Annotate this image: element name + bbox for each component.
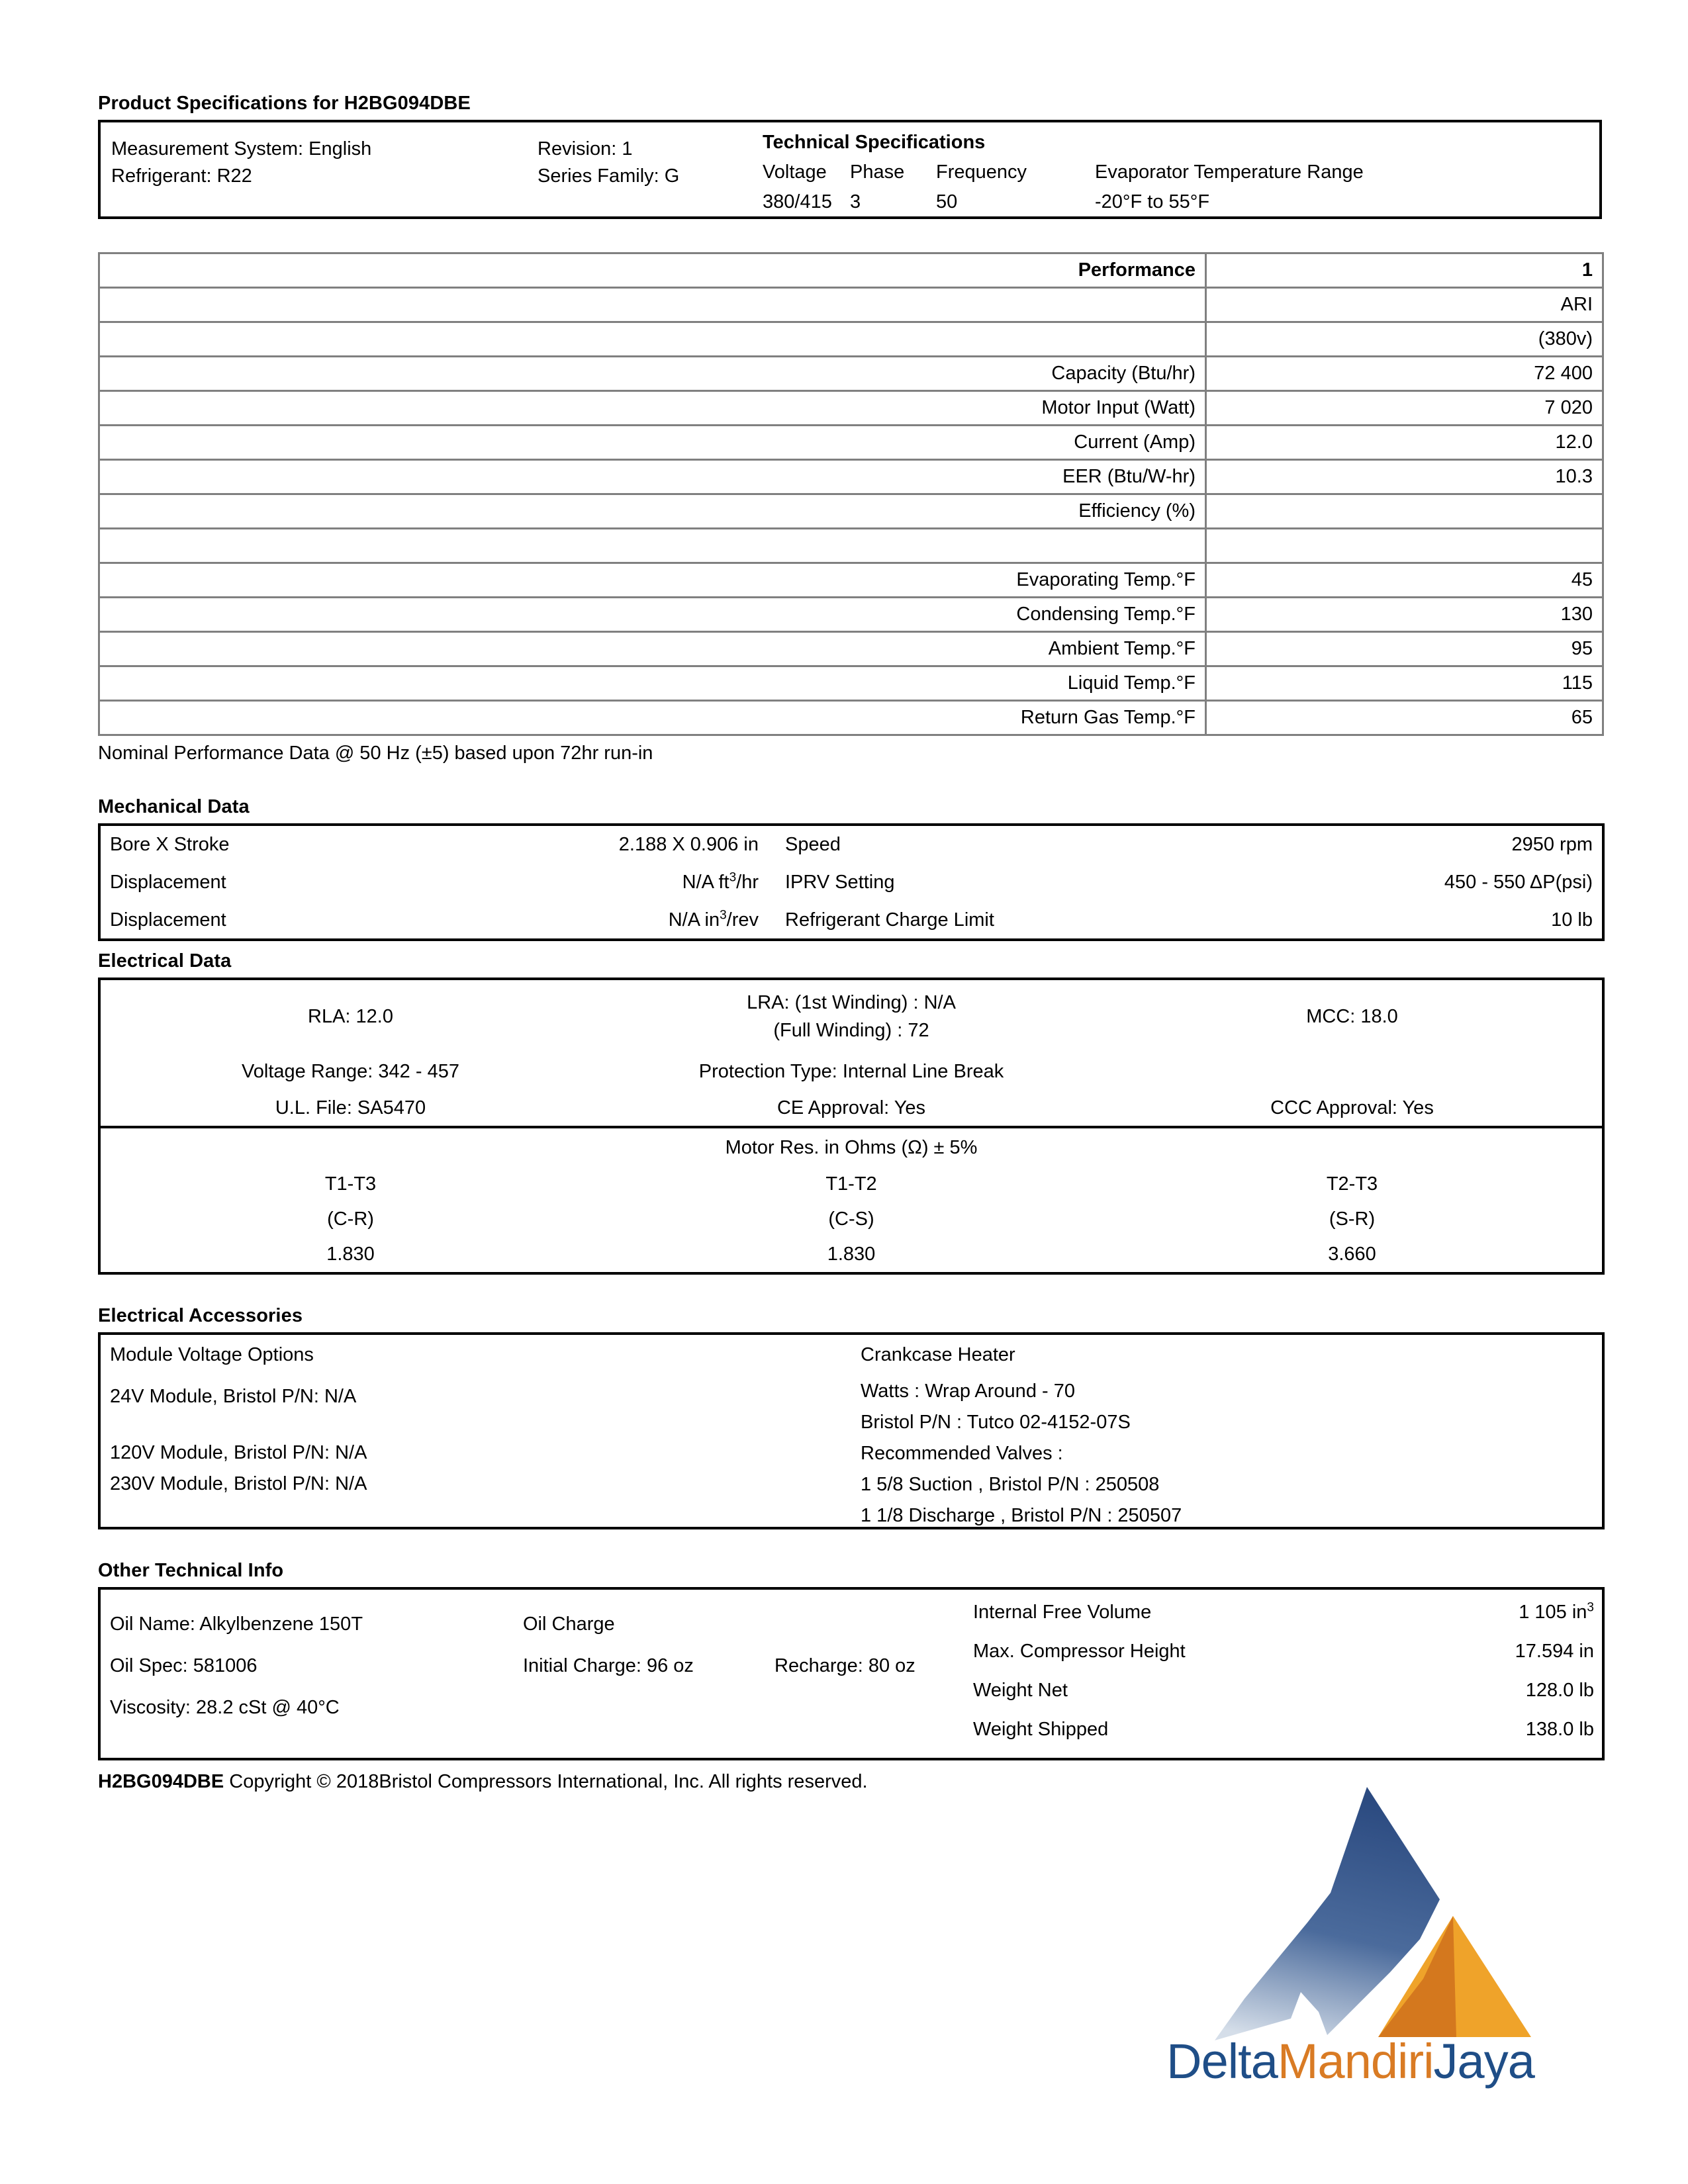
technical-specifications-column bbox=[763, 132, 1364, 226]
performance-row-value: 12.0 bbox=[1206, 426, 1603, 460]
table-row bbox=[99, 357, 1603, 391]
refrigerant-charge-limit-label: Refrigerant Charge Limit bbox=[785, 909, 994, 931]
spacer bbox=[110, 1428, 842, 1442]
iprv-setting-value: 450 - 550 ΔP(psi) bbox=[1444, 871, 1593, 893]
series-family: Series Family: G bbox=[538, 165, 680, 187]
internal-free-volume-value bbox=[1383, 1602, 1594, 1623]
table-row bbox=[99, 1167, 1603, 1202]
crankcase-heater-pn: Bristol P/N : Tutco 02-4152-07S bbox=[861, 1412, 1131, 1433]
motor-res-spacer-right bbox=[1102, 1128, 1603, 1167]
logo-mark-icon bbox=[1165, 1780, 1536, 2045]
table-row bbox=[99, 863, 1603, 901]
motor-res-title: Motor Res. in Ohms (Ω) ± 5% bbox=[725, 1136, 978, 1158]
spacer bbox=[861, 1366, 1593, 1381]
module-voltage-heading: Module Voltage Options bbox=[110, 1344, 314, 1365]
oil-charge-column bbox=[523, 1588, 774, 1759]
measurement-system: Measurement System: English bbox=[111, 138, 372, 159]
table-row bbox=[99, 253, 1603, 288]
logo-text-mandiri: Mandiri bbox=[1277, 2034, 1434, 2089]
spacer bbox=[861, 1465, 1593, 1474]
displacement-rev-value-pre: N/A in bbox=[668, 909, 720, 931]
spacer bbox=[774, 1614, 973, 1635]
spacer bbox=[110, 1464, 842, 1473]
evap-range-header: Evaporator Temperature Range bbox=[1095, 161, 1364, 183]
weight-shipped-value: 138.0 lb bbox=[1525, 1719, 1594, 1740]
table-row bbox=[99, 494, 1603, 529]
speed-value: 2950 rpm bbox=[1511, 833, 1593, 855]
performance-row-label: Capacity (Btu/hr) bbox=[99, 357, 1206, 391]
performance-row-label: Performance bbox=[99, 253, 1206, 288]
table-row bbox=[99, 1588, 1603, 1759]
spec-sheet bbox=[98, 93, 1602, 1793]
weight-net-row bbox=[973, 1680, 1593, 1702]
speed-label: Speed bbox=[785, 833, 841, 855]
module-230v: 230V Module, Bristol P/N: N/A bbox=[110, 1473, 367, 1494]
table-row bbox=[99, 529, 1603, 563]
performance-row-label: Liquid Temp.°F bbox=[99, 666, 1206, 701]
table-row bbox=[99, 825, 1603, 863]
lra-value bbox=[600, 979, 1102, 1053]
mechanical-data-section bbox=[98, 796, 1602, 941]
company-logo bbox=[1165, 1780, 1536, 2151]
motor-res-terminals-2: T2-T3 bbox=[1326, 1173, 1378, 1195]
spacer bbox=[861, 1402, 1593, 1412]
module-24v: 24V Module, Bristol P/N: N/A bbox=[110, 1386, 357, 1407]
mcc-value: MCC: 18.0 bbox=[1306, 1005, 1398, 1027]
motor-res-winding-0: (C-R) bbox=[327, 1208, 374, 1230]
bore-stroke-value: 2.188 X 0.906 in bbox=[618, 833, 759, 855]
performance-row-label: Ambient Temp.°F bbox=[99, 632, 1206, 666]
valve-discharge: 1 1/8 Discharge , Bristol P/N : 250507 bbox=[861, 1505, 1182, 1526]
lra-line-1: LRA: (1st Winding) : N/A bbox=[747, 991, 956, 1013]
revision: Revision: 1 bbox=[538, 138, 633, 159]
table-row bbox=[99, 666, 1603, 701]
performance-row-value: 72 400 bbox=[1206, 357, 1603, 391]
crankcase-heater-column bbox=[851, 1334, 1603, 1528]
spacer bbox=[861, 1496, 1593, 1505]
performance-row-value: ARI bbox=[1206, 288, 1603, 322]
performance-table bbox=[98, 252, 1604, 736]
performance-row-value bbox=[1206, 529, 1603, 563]
motor-res-winding-2: (S-R) bbox=[1329, 1208, 1376, 1230]
table-row bbox=[99, 1090, 1603, 1127]
spacer bbox=[861, 1433, 1593, 1443]
crankcase-watts: Watts : Wrap Around - 70 bbox=[861, 1381, 1075, 1402]
max-height-label: Max. Compressor Height bbox=[973, 1641, 1186, 1662]
performance-row-value: 130 bbox=[1206, 598, 1603, 632]
max-height-row bbox=[973, 1641, 1593, 1662]
max-height-value: 17.594 in bbox=[1515, 1641, 1594, 1662]
protection-type-value: Protection Type: Internal Line Break bbox=[698, 1060, 1004, 1082]
displacement-rev-value bbox=[490, 901, 768, 940]
logo-text-delta: Delta bbox=[1166, 2034, 1278, 2089]
table-row bbox=[99, 563, 1603, 598]
table-row bbox=[99, 322, 1603, 357]
spacer bbox=[110, 1366, 842, 1386]
performance-row-value: 7 020 bbox=[1206, 391, 1603, 426]
mechanical-data-table bbox=[98, 823, 1605, 941]
internal-free-volume-row bbox=[973, 1602, 1593, 1623]
oil-viscosity: Viscosity: 28.2 cSt @ 40°C bbox=[110, 1697, 340, 1718]
oil-info-column bbox=[99, 1588, 523, 1759]
table-row bbox=[99, 901, 1603, 940]
performance-row-value: 115 bbox=[1206, 666, 1603, 701]
weight-shipped-row bbox=[973, 1719, 1593, 1741]
copyright-text: Copyright © 2018Bristol Compressors International, Inc. All rights reserved. bbox=[224, 1771, 868, 1792]
phase-value: 3 bbox=[850, 191, 861, 212]
electrical-data-table bbox=[98, 978, 1605, 1275]
oil-name: Oil Name: Alkylbenzene 150T bbox=[110, 1614, 363, 1635]
mcc-spacer bbox=[1102, 1053, 1603, 1090]
performance-row-value: 45 bbox=[1206, 563, 1603, 598]
recharge-column bbox=[774, 1588, 973, 1759]
spacer bbox=[110, 1408, 842, 1428]
ul-file-value: U.L. File: SA5470 bbox=[275, 1097, 426, 1118]
performance-row-label: EER (Btu/W-hr) bbox=[99, 460, 1206, 494]
performance-row-label: Motor Input (Watt) bbox=[99, 391, 1206, 426]
performance-row-label: Efficiency (%) bbox=[99, 494, 1206, 529]
voltage-value: 380/415 bbox=[763, 191, 832, 212]
displacement-rev-value-post: /rev bbox=[726, 909, 759, 931]
voltage-range-value: Voltage Range: 342 - 457 bbox=[242, 1060, 459, 1082]
oil-charge-heading: Oil Charge bbox=[523, 1614, 615, 1635]
motor-res-terminals-1: T1-T2 bbox=[825, 1173, 877, 1195]
evap-range-value: -20°F to 55°F bbox=[1095, 191, 1210, 212]
displacement-rev-superscript: 3 bbox=[720, 907, 727, 922]
performance-row-value: 1 bbox=[1206, 253, 1603, 288]
technical-specifications-title: Technical Specifications bbox=[763, 132, 986, 153]
bore-stroke-label: Bore X Stroke bbox=[110, 833, 230, 855]
physical-data-column bbox=[973, 1588, 1603, 1759]
performance-row-label: Evaporating Temp.°F bbox=[99, 563, 1206, 598]
electrical-accessories-title: Electrical Accessories bbox=[98, 1305, 303, 1326]
performance-row-label bbox=[99, 529, 1206, 563]
table-row bbox=[99, 460, 1603, 494]
table-row bbox=[99, 701, 1603, 735]
motor-res-terminals-0: T1-T3 bbox=[324, 1173, 377, 1195]
logo-text-jaya: Jaya bbox=[1433, 2034, 1534, 2089]
other-technical-info-table bbox=[98, 1587, 1605, 1760]
table-row bbox=[99, 1237, 1603, 1273]
motor-res-value-2: 3.660 bbox=[1328, 1244, 1376, 1265]
performance-row-value bbox=[1206, 494, 1603, 529]
table-row bbox=[99, 1128, 1603, 1167]
page-title: Product Specifications for H2BG094DBE bbox=[98, 93, 471, 114]
phase-header: Phase bbox=[850, 161, 905, 183]
electrical-data-section bbox=[98, 950, 1602, 1275]
refrigerant-charge-limit-value: 10 lb bbox=[1551, 909, 1593, 931]
module-120v: 120V Module, Bristol P/N: N/A bbox=[110, 1442, 367, 1463]
header-info-table bbox=[98, 120, 1602, 219]
refrigerant: Refrigerant: R22 bbox=[111, 165, 252, 187]
weight-shipped-label: Weight Shipped bbox=[973, 1719, 1109, 1740]
performance-row-label: Condensing Temp.°F bbox=[99, 598, 1206, 632]
oil-spec: Oil Spec: 581006 bbox=[110, 1655, 258, 1676]
electrical-accessories-table bbox=[98, 1332, 1605, 1529]
table-row bbox=[99, 1053, 1603, 1090]
copyright-model: H2BG094DBE bbox=[98, 1771, 224, 1792]
mechanical-data-title: Mechanical Data bbox=[98, 796, 250, 817]
logo-wordmark bbox=[1165, 2033, 1536, 2089]
internal-free-volume-label: Internal Free Volume bbox=[973, 1602, 1152, 1623]
performance-row-value: (380v) bbox=[1206, 322, 1603, 357]
revision-column bbox=[538, 140, 679, 234]
performance-row-label bbox=[99, 322, 1206, 357]
tech-header-row bbox=[763, 161, 1364, 183]
motor-res-winding-1: (C-S) bbox=[828, 1208, 874, 1230]
performance-row-value: 95 bbox=[1206, 632, 1603, 666]
oil-recharge: Recharge: 80 oz bbox=[774, 1655, 915, 1676]
internal-free-volume-number: 1 105 in bbox=[1519, 1602, 1587, 1623]
displacement-hr-value-post: /hr bbox=[736, 871, 759, 893]
lra-line-2: (Full Winding) : 72 bbox=[773, 1020, 929, 1041]
table-row bbox=[99, 288, 1603, 322]
table-row bbox=[99, 1334, 1603, 1528]
technical-specifications-grid bbox=[763, 161, 1364, 213]
measurement-column bbox=[111, 140, 371, 234]
table-row bbox=[99, 632, 1603, 666]
electrical-data-title: Electrical Data bbox=[98, 950, 232, 972]
other-technical-info-section bbox=[98, 1560, 1602, 1760]
crankcase-heater-heading: Crankcase Heater bbox=[861, 1344, 1015, 1365]
table-row bbox=[99, 598, 1603, 632]
voltage-header: Voltage bbox=[763, 161, 827, 183]
oil-initial-charge: Initial Charge: 96 oz bbox=[523, 1655, 694, 1676]
table-row bbox=[99, 979, 1603, 1053]
performance-row-value: 65 bbox=[1206, 701, 1603, 735]
table-row bbox=[99, 391, 1603, 426]
module-voltage-column bbox=[99, 1334, 851, 1528]
internal-free-volume-superscript: 3 bbox=[1587, 1600, 1594, 1615]
displacement-rev-label: Displacement bbox=[110, 909, 226, 931]
performance-row-label: Current (Amp) bbox=[99, 426, 1206, 460]
weight-net-label: Weight Net bbox=[973, 1680, 1068, 1701]
table-row bbox=[99, 1202, 1603, 1237]
motor-res-spacer-left bbox=[99, 1128, 600, 1167]
displacement-hr-value bbox=[490, 863, 768, 901]
displacement-hr-label: Displacement bbox=[110, 871, 226, 893]
motor-res-value-0: 1.830 bbox=[326, 1244, 375, 1265]
electrical-accessories-section bbox=[98, 1305, 1602, 1529]
performance-row-label: Return Gas Temp.°F bbox=[99, 701, 1206, 735]
frequency-header: Frequency bbox=[936, 161, 1027, 183]
performance-row-label bbox=[99, 288, 1206, 322]
displacement-hr-value-pre: N/A ft bbox=[682, 871, 729, 893]
weight-net-value: 128.0 lb bbox=[1525, 1680, 1594, 1701]
rla-value: RLA: 12.0 bbox=[308, 1005, 393, 1027]
frequency-value: 50 bbox=[936, 191, 958, 212]
displacement-hr-superscript: 3 bbox=[729, 870, 737, 884]
ce-approval-value: CE Approval: Yes bbox=[776, 1097, 926, 1118]
table-row bbox=[99, 426, 1603, 460]
iprv-setting-label: IPRV Setting bbox=[785, 871, 895, 893]
valve-suction: 1 5/8 Suction , Bristol P/N : 250508 bbox=[861, 1474, 1160, 1495]
recommended-valves-heading: Recommended Valves : bbox=[861, 1443, 1063, 1464]
performance-row-value: 10.3 bbox=[1206, 460, 1603, 494]
ccc-approval-value: CCC Approval: Yes bbox=[1270, 1097, 1434, 1118]
nominal-performance-note: Nominal Performance Data @ 50 Hz (±5) based upon 72hr run-in bbox=[98, 743, 653, 764]
tech-value-row bbox=[763, 191, 1364, 213]
motor-res-value-1: 1.830 bbox=[827, 1244, 876, 1265]
other-technical-info-title: Other Technical Info bbox=[98, 1560, 284, 1581]
